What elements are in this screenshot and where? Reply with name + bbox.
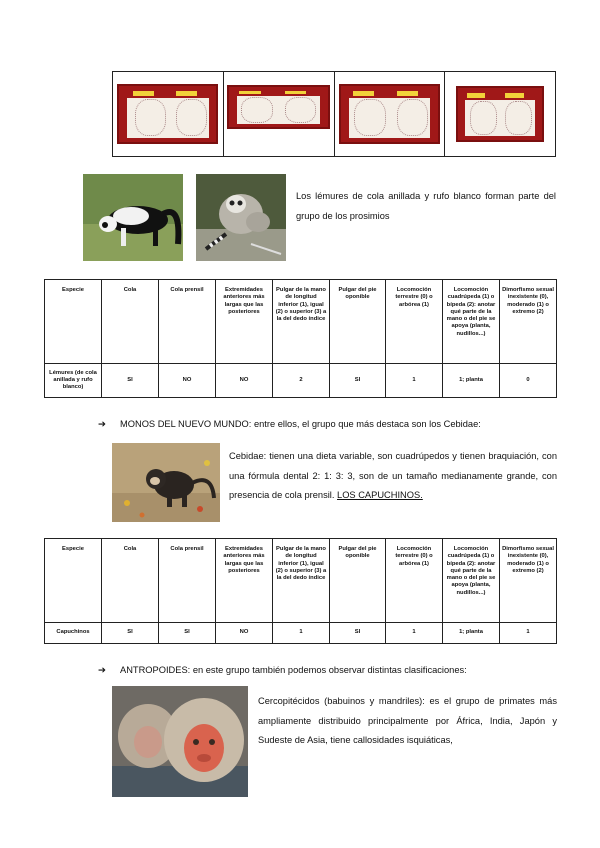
cell-cola: SI — [102, 623, 159, 644]
header-cola: Cola — [102, 539, 159, 623]
ruffed-lemur-photo — [83, 174, 183, 261]
skull-diagram-photo — [227, 85, 330, 129]
cell-especie: Lémures (de cola anillada y rufo blanco) — [45, 364, 102, 398]
bullet-text: MONOS DEL NUEVO MUNDO: entre ellos, el grupo que más destaca son los Cebidae: — [120, 419, 481, 429]
header-locomocion-tipo: Locomoción cuadrúpeda (1) o bípeda (2): anotar qué parte de la mano o del pie se apoya (planta, nudillos...) — [443, 539, 500, 623]
cell-pulgar-pie: SI — [330, 364, 386, 398]
table-header-row — [45, 280, 557, 364]
photo-strip — [112, 71, 556, 157]
bullet-monos-nuevo-mundo — [98, 418, 558, 430]
table-header-row — [45, 539, 557, 623]
skull-diagram-photo — [456, 86, 544, 141]
skull-diagram-photo — [117, 84, 218, 144]
header-cola-prensil: Cola prensil — [159, 539, 216, 623]
arrow-icon: ➔ — [98, 665, 106, 675]
header-pulgar-pie: Pulgar del pie oponible — [330, 280, 386, 364]
skull-diagram-photo — [339, 84, 440, 144]
header-locomocion-medio: Locomoción terrestre (0) o arbórea (1) — [386, 280, 443, 364]
header-cola: Cola — [102, 280, 159, 364]
ring-tailed-lemur-photo — [196, 174, 286, 261]
table-row — [45, 623, 557, 644]
header-extremidades: Extremidades anteriores más largas que las posteriores — [216, 539, 273, 623]
cell-cola-prensil: SI — [159, 623, 216, 644]
cell-pulgar-pie: SI — [330, 623, 386, 644]
cell-locomocion-tipo: 1; planta — [443, 623, 500, 644]
header-extremidades: Extremidades anteriores más largas que las posteriores — [216, 280, 273, 364]
table-row — [45, 364, 557, 398]
header-especie: Especie — [45, 539, 102, 623]
bullet-text: ANTROPOIDES: en este grupo también podemos observar distintas clasificaciones: — [120, 665, 467, 675]
traits-table-capuchinos — [44, 538, 557, 644]
cell-locomocion-medio: 1 — [386, 364, 443, 398]
cell-extremidades: NO — [216, 364, 273, 398]
cell-cola: SI — [102, 364, 159, 398]
photo-strip-cell — [224, 72, 335, 156]
capuchin-photo — [112, 443, 220, 522]
cell-locomocion-tipo: 1; planta — [443, 364, 500, 398]
cebidae-text: Cebidae: tienen una dieta variable, son cuadrúpedos y tienen braquiación, con una fórmula dental 2: 1: 3: 3, son de un tamaño medianamente grande, con presencia de cola prensil. — [229, 451, 557, 500]
capuchinos-highlight: LOS CAPUCHINOS. — [337, 490, 423, 500]
header-pulgar-pie: Pulgar del pie oponible — [330, 539, 386, 623]
cell-cola-prensil: NO — [159, 364, 216, 398]
cebidae-paragraph — [229, 447, 557, 506]
cell-dimorfismo: 1 — [500, 623, 557, 644]
photo-strip-cell — [445, 72, 555, 156]
cell-locomocion-medio: 1 — [386, 623, 443, 644]
cell-extremidades: NO — [216, 623, 273, 644]
header-locomocion-medio: Locomoción terrestre (0) o arbórea (1) — [386, 539, 443, 623]
cell-pulgar-mano: 2 — [273, 364, 330, 398]
cercopitecidos-paragraph: Cercopitécidos (babuinos y mandriles): es el grupo de primates más ampliamente distribuido principalmente por África, India, Japón y Sudeste de Asia, tiene callosidades isquiáticas, — [258, 696, 557, 745]
header-cola-prensil: Cola prensil — [159, 280, 216, 364]
header-dimorfismo: Dimorfismo sexual inexistente (0), moderado (1) o extremo (2) — [500, 539, 557, 623]
japanese-macaques-photo — [112, 686, 248, 797]
header-pulgar-mano: Pulgar de la mano de longitud inferior (1), igual (2) o superior (3) a la del dedo índice — [273, 280, 330, 364]
header-especie: Especie — [45, 280, 102, 364]
header-dimorfismo: Dimorfismo sexual inexistente (0), moderado (1) o extremo (2) — [500, 280, 557, 364]
cell-pulgar-mano: 1 — [273, 623, 330, 644]
photo-strip-cell — [113, 72, 224, 156]
intro-paragraph: Los lémures de cola anillada y rufo blanco forman parte del grupo de los prosimios — [296, 191, 556, 221]
cell-dimorfismo: 0 — [500, 364, 557, 398]
traits-table-lemurs — [44, 279, 557, 398]
cell-especie: Capuchinos — [45, 623, 102, 644]
header-pulgar-mano: Pulgar de la mano de longitud inferior (1), igual (2) o superior (3) a la del dedo índice — [273, 539, 330, 623]
bullet-antropoides — [98, 664, 558, 676]
photo-strip-cell — [335, 72, 446, 156]
header-locomocion-tipo: Locomoción cuadrúpeda (1) o bípeda (2): anotar qué parte de la mano o del pie se apoya (planta, nudillos...) — [443, 280, 500, 364]
arrow-icon: ➔ — [98, 419, 106, 429]
